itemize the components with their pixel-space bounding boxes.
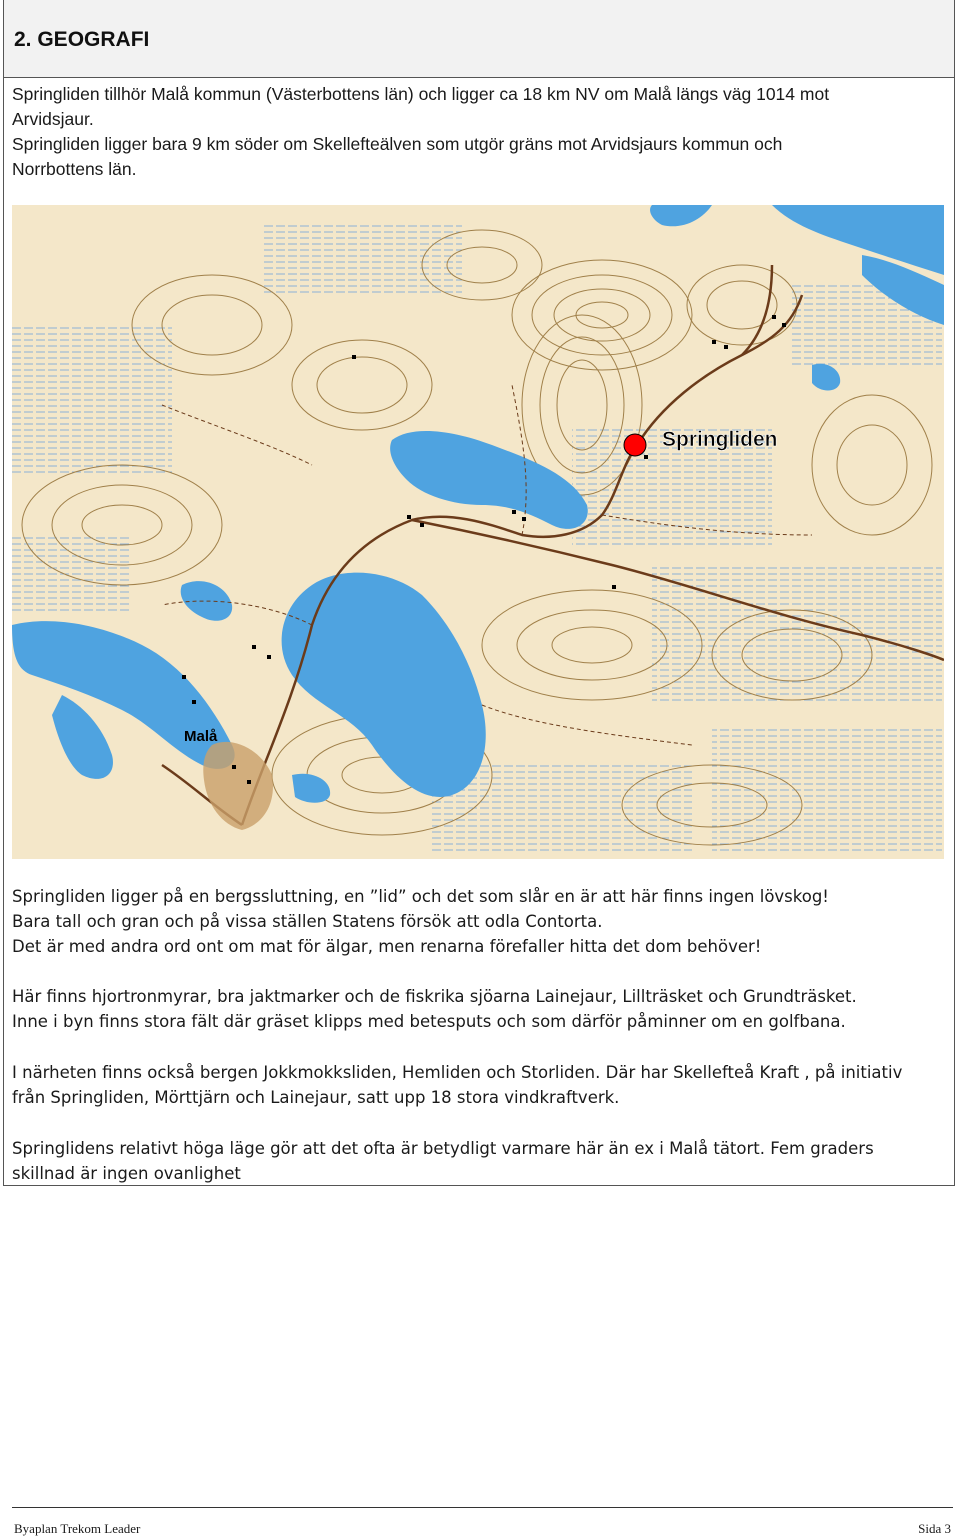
paragraph-line: från Springliden, Mörttjärn och Lainejaur, satt upp 18 stora vindkraftverk. (12, 1088, 620, 1107)
intro-text (12, 82, 942, 182)
page-heading: 2. GEOGRAFI (14, 28, 150, 51)
paragraph-line: Springliden ligger på en bergssluttning, en ”lid” och det som slår en är att här finns ingen lövskog! (12, 887, 829, 906)
intro-line: Springliden tillhör Malå kommun (Västerbottens län) och ligger ca 18 km NV om Malå längs väg 1014 mot (12, 84, 830, 104)
footer-page-number: Sida 3 (918, 1521, 951, 1536)
paragraph-line: Bara tall och gran och på vissa ställen Statens försök att odla Contorta. (12, 912, 603, 931)
paragraph-3 (12, 1060, 947, 1110)
paragraph-4 (12, 1136, 947, 1186)
map-graphic (12, 205, 944, 859)
paragraph-2 (12, 984, 947, 1034)
springliden-marker (624, 434, 646, 456)
paragraph-line: Här finns hjortronmyrar, bra jaktmarker och de fiskrika sjöarna Lainejaur, Lillträsket och Grundträsket. (12, 987, 857, 1006)
map-label-mala: Malå (184, 728, 218, 745)
intro-line: Springliden ligger bara 9 km söder om Skellefteälven som utgör gräns mot Arvidsjaurs kommun och (12, 134, 783, 154)
paragraph-line: Springlidens relativt höga läge gör att det ofta är betydligt varmare här än ex i Malå tätort. Fem graders (12, 1139, 874, 1158)
intro-line: Arvidsjaur. (12, 109, 94, 129)
heading-bar (4, 0, 954, 78)
paragraph-line: skillnad är ingen ovanlighet (12, 1164, 241, 1183)
paragraph-line: Det är med andra ord ont om mat för älgar, men renarna förefaller hitta det dom behöver! (12, 937, 762, 956)
paragraph-line: I närheten finns också bergen Jokkmokksliden, Hemliden och Storliden. Där har Skellefteå Kraft , på initiativ (12, 1063, 903, 1082)
paragraph-line: Inne i byn finns stora fält där gräset klipps med betesputs och som därför påminner om en golfbana. (12, 1012, 846, 1031)
intro-line: Norrbottens län. (12, 159, 137, 179)
paragraph-1 (12, 884, 947, 959)
footer-document-title: Byaplan Trekom Leader (14, 1521, 141, 1536)
map-label-springliden: Springliden (662, 428, 778, 451)
page-footer (12, 1507, 953, 1540)
topographic-map (12, 205, 944, 859)
